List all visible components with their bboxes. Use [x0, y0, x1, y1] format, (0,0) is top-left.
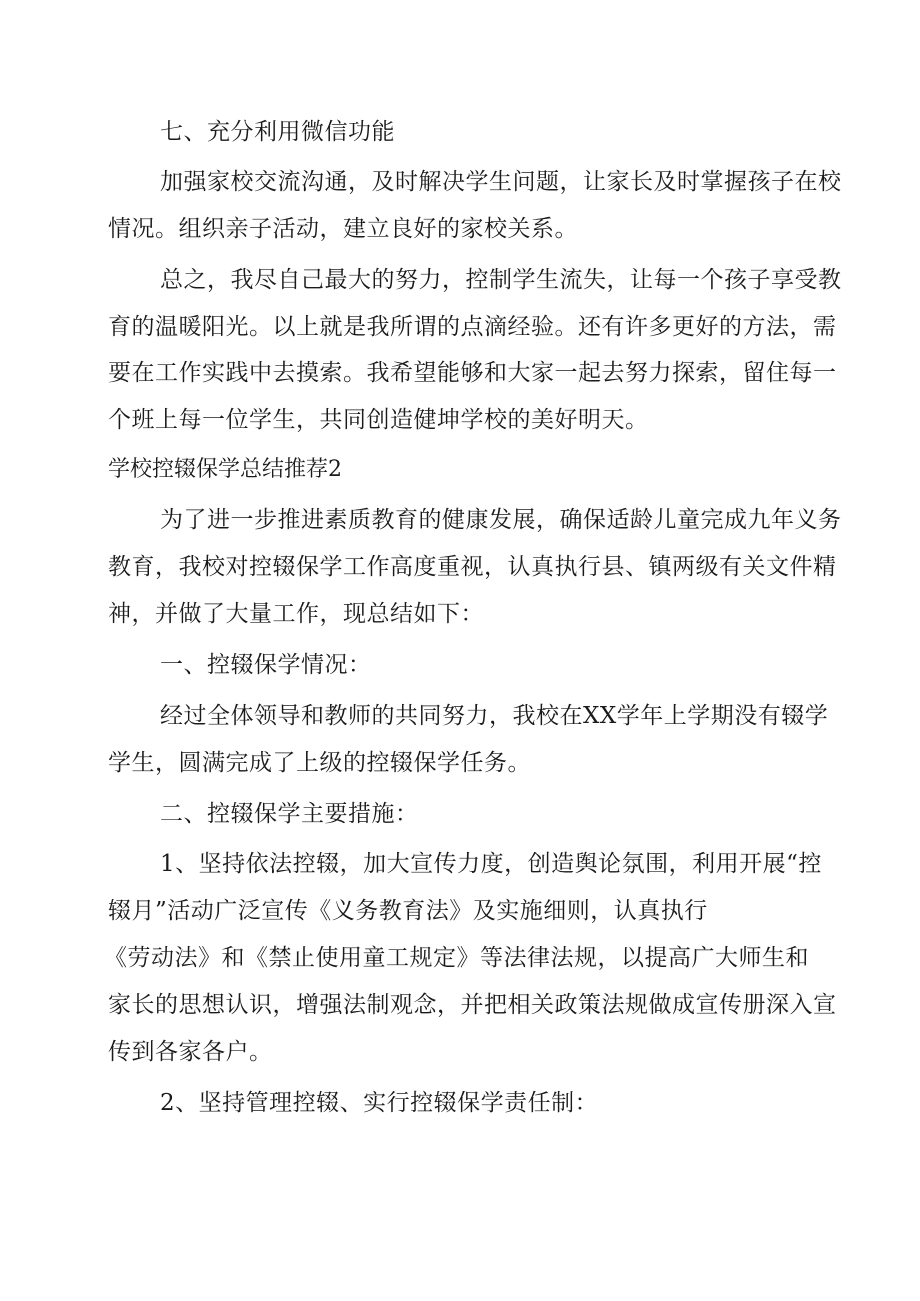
summary-paragraph-line: 个班上每一位学生，共同创造健坤学校的美好明天。	[108, 407, 649, 433]
summary-paragraph-line: 育的温暖阳光。以上就是我所谓的点滴经验。还有许多更好的方法，需	[108, 314, 837, 340]
summary-paragraph-line: 要在工作实践中去摸索。我希望能够和大家一起去努力探索，留住每一	[108, 360, 837, 386]
intro-paragraph-line: 神，并做了大量工作，现总结如下：	[108, 601, 484, 627]
summary-paragraph-line: 总之，我尽自己最大的努力，控制学生流失，让每一个孩子享受教	[160, 267, 842, 293]
section-7-heading: 七、充分利用微信功能	[160, 119, 395, 145]
measure-2-line: 2、坚持管理控辍、实行控辍保学责任制：	[160, 1090, 599, 1116]
part-1-heading: 一、控辍保学情况：	[160, 652, 372, 678]
measure-1-line: 1、坚持依法控辍，加大宣传力度，创造舆论氛围，利用开展“控	[160, 851, 822, 877]
part-2-heading: 二、控辍保学主要措施：	[160, 801, 419, 827]
part-1-paragraph-line: 学生，圆满完成了上级的控辍保学任务。	[108, 750, 531, 776]
intro-paragraph-line: 教育，我校对控辍保学工作高度重视，认真执行县、镇两级有关文件精	[108, 554, 837, 580]
section-7-paragraph-line: 加强家校交流沟通，及时解决学生问题，让家长及时掌握孩子在校	[160, 169, 842, 195]
measure-1-line: 传到各家各户。	[108, 1039, 273, 1065]
part-1-paragraph-line: 经过全体领导和教师的共同努力，我校在XX学年上学期没有辍学	[160, 703, 829, 729]
intro-paragraph-line: 为了进一步推进素质教育的健康发展，确保适龄儿童完成九年义务	[160, 507, 842, 533]
measure-1-line: 《劳动法》和《禁止使用童工规定》等法律法规，以提高广大师生和	[104, 945, 809, 971]
section-7-paragraph-line: 情况。组织亲子活动，建立良好的家校关系。	[108, 216, 578, 242]
document-title-2: 学校控辍保学总结推荐2	[108, 457, 342, 482]
measure-1-line: 家长的思想认识，增强法制观念，并把相关政策法规做成宣传册深入宣	[108, 992, 837, 1018]
measure-1-line: 辍月”活动广泛宣传《义务教育法》及实施细则，认真执行	[108, 898, 708, 924]
